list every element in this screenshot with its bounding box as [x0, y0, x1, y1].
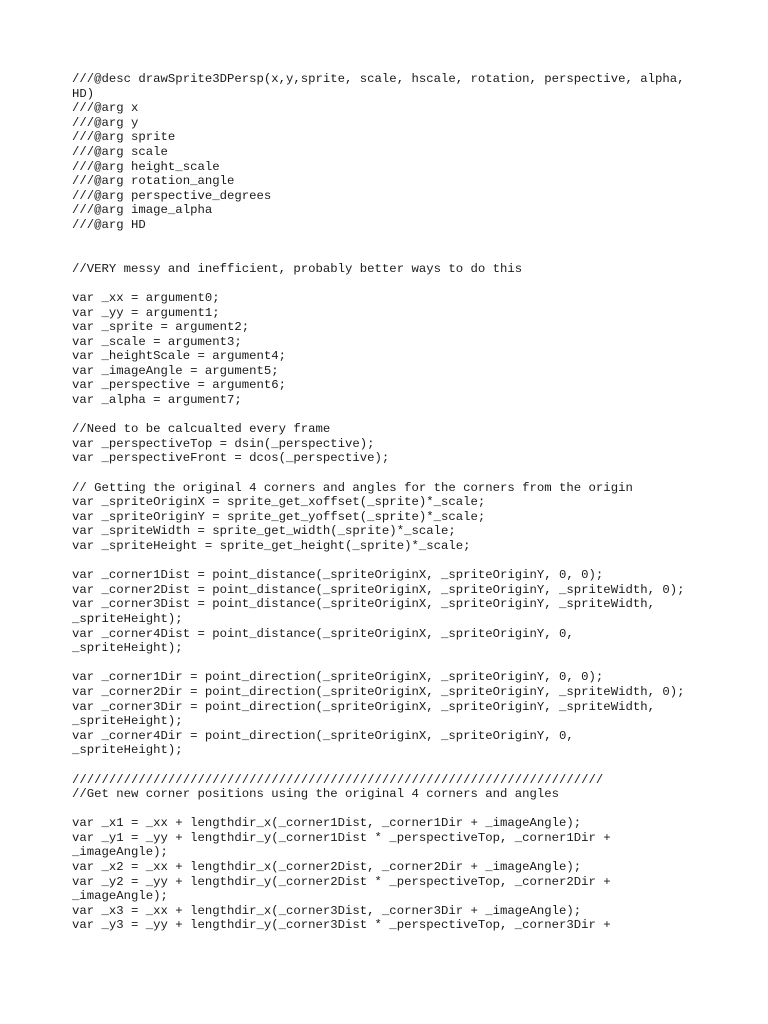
code-line: var _y3 = _yy + lengthdir_y(_corner3Dist * _perspectiveTop, _corner3Dir +: [72, 918, 611, 933]
blank-line: [72, 276, 712, 291]
code-line: var _spriteOriginY = sprite_get_yoffset(_sprite)*_scale;: [72, 509, 486, 524]
blank-line: [72, 554, 712, 569]
code-line: var _spriteHeight = sprite_get_height(_sprite)*_scale;: [72, 539, 471, 553]
code-line: //VERY messy and inefficient, probably better ways to do this: [72, 261, 523, 276]
code-line: var _sprite = argument2;: [72, 320, 250, 335]
code-line: var _perspectiveFront = dcos(_perspective);: [72, 451, 390, 466]
code-line: _spriteHeight);: [72, 641, 183, 656]
code-line: var _perspectiveTop = dsin(_perspective);: [72, 436, 375, 451]
code-line: ///@arg y: [72, 115, 139, 130]
code-line: _spriteHeight);: [72, 714, 183, 729]
code-line: HD): [72, 86, 95, 101]
code-line: // Getting the original 4 corners and angles for the corners from the origin: [72, 480, 633, 495]
code-line: _imageAngle);: [72, 845, 168, 860]
blank-line: [72, 247, 712, 262]
code-line: var _alpha = argument7;: [72, 393, 242, 408]
code-line: var _heightScale = argument4;: [72, 349, 287, 364]
code-line: var _spriteOriginX = sprite_get_xoffset(_sprite)*_scale;: [72, 495, 486, 510]
code-line: ///@arg image_alpha: [72, 203, 213, 218]
code-listing: [72, 72, 712, 933]
code-line: ////////////////////////////////////////////////////////////////////////: [72, 772, 604, 787]
code-line: var _corner2Dir = point_direction(_spriteOriginX, _spriteOriginY, _spriteWidth, 0);: [72, 684, 685, 699]
code-line: var _x2 = _xx + lengthdir_x(_corner2Dist, _corner2Dir + _imageAngle);: [72, 860, 582, 875]
code-line: var _corner4Dist = point_distance(_spriteOriginX, _spriteOriginY, 0,: [72, 626, 574, 641]
code-line: ///@arg perspective_degrees: [72, 188, 272, 203]
blank-line: [72, 233, 712, 248]
code-line: ///@arg sprite: [72, 130, 176, 145]
code-line: ///@arg scale: [72, 144, 168, 159]
code-line: var _y1 = _yy + lengthdir_y(_corner1Dist * _perspectiveTop, _corner1Dir +: [72, 830, 611, 845]
code-line: var _imageAngle = argument5;: [72, 363, 279, 378]
code-line: var _corner3Dir = point_direction(_spriteOriginX, _spriteOriginY, _spriteWidth,: [72, 699, 655, 714]
code-line: ///@arg rotation_angle: [72, 174, 235, 189]
blank-line: [72, 802, 712, 817]
code-line: var _corner4Dir = point_direction(_spriteOriginX, _spriteOriginY, 0,: [72, 728, 574, 743]
code-line: var _corner1Dir = point_direction(_spriteOriginX, _spriteOriginY, 0, 0);: [72, 670, 604, 685]
code-line: ///@desc drawSprite3DPersp(x,y,sprite, scale, hscale, rotation, perspective, alpha,: [72, 72, 685, 86]
code-line: var _y2 = _yy + lengthdir_y(_corner2Dist * _perspectiveTop, _corner2Dir +: [72, 874, 611, 889]
code-line: var _x3 = _xx + lengthdir_x(_corner3Dist, _corner3Dir + _imageAngle);: [72, 903, 582, 918]
code-line: var _corner2Dist = point_distance(_spriteOriginX, _spriteOriginY, _spriteWidth, 0);: [72, 582, 685, 597]
code-line: var _scale = argument3;: [72, 334, 242, 349]
code-line: //Need to be calcualted every frame: [72, 422, 331, 437]
code-line: var _perspective = argument6;: [72, 378, 287, 393]
code-line: _spriteHeight);: [72, 611, 183, 626]
code-line: var _yy = argument1;: [72, 305, 220, 320]
code-line: var _x1 = _xx + lengthdir_x(_corner1Dist, _corner1Dir + _imageAngle);: [72, 816, 582, 831]
blank-line: [72, 656, 712, 671]
code-line: var _corner1Dist = point_distance(_spriteOriginX, _spriteOriginY, 0, 0);: [72, 568, 604, 583]
code-line: _imageAngle);: [72, 889, 168, 904]
code-line: var _corner3Dist = point_distance(_spriteOriginX, _spriteOriginY, _spriteWidth,: [72, 597, 655, 612]
blank-line: [72, 758, 712, 773]
code-line: ///@arg height_scale: [72, 159, 220, 174]
code-line: var _xx = argument0;: [72, 290, 220, 305]
code-line: _spriteHeight);: [72, 743, 183, 758]
code-line: ///@arg HD: [72, 217, 146, 232]
code-line: //Get new corner positions using the original 4 corners and angles: [72, 787, 560, 802]
blank-line: [72, 466, 712, 481]
code-line: var _spriteWidth = sprite_get_width(_sprite)*_scale;: [72, 524, 456, 539]
code-line: ///@arg x: [72, 101, 139, 116]
blank-line: [72, 408, 712, 423]
